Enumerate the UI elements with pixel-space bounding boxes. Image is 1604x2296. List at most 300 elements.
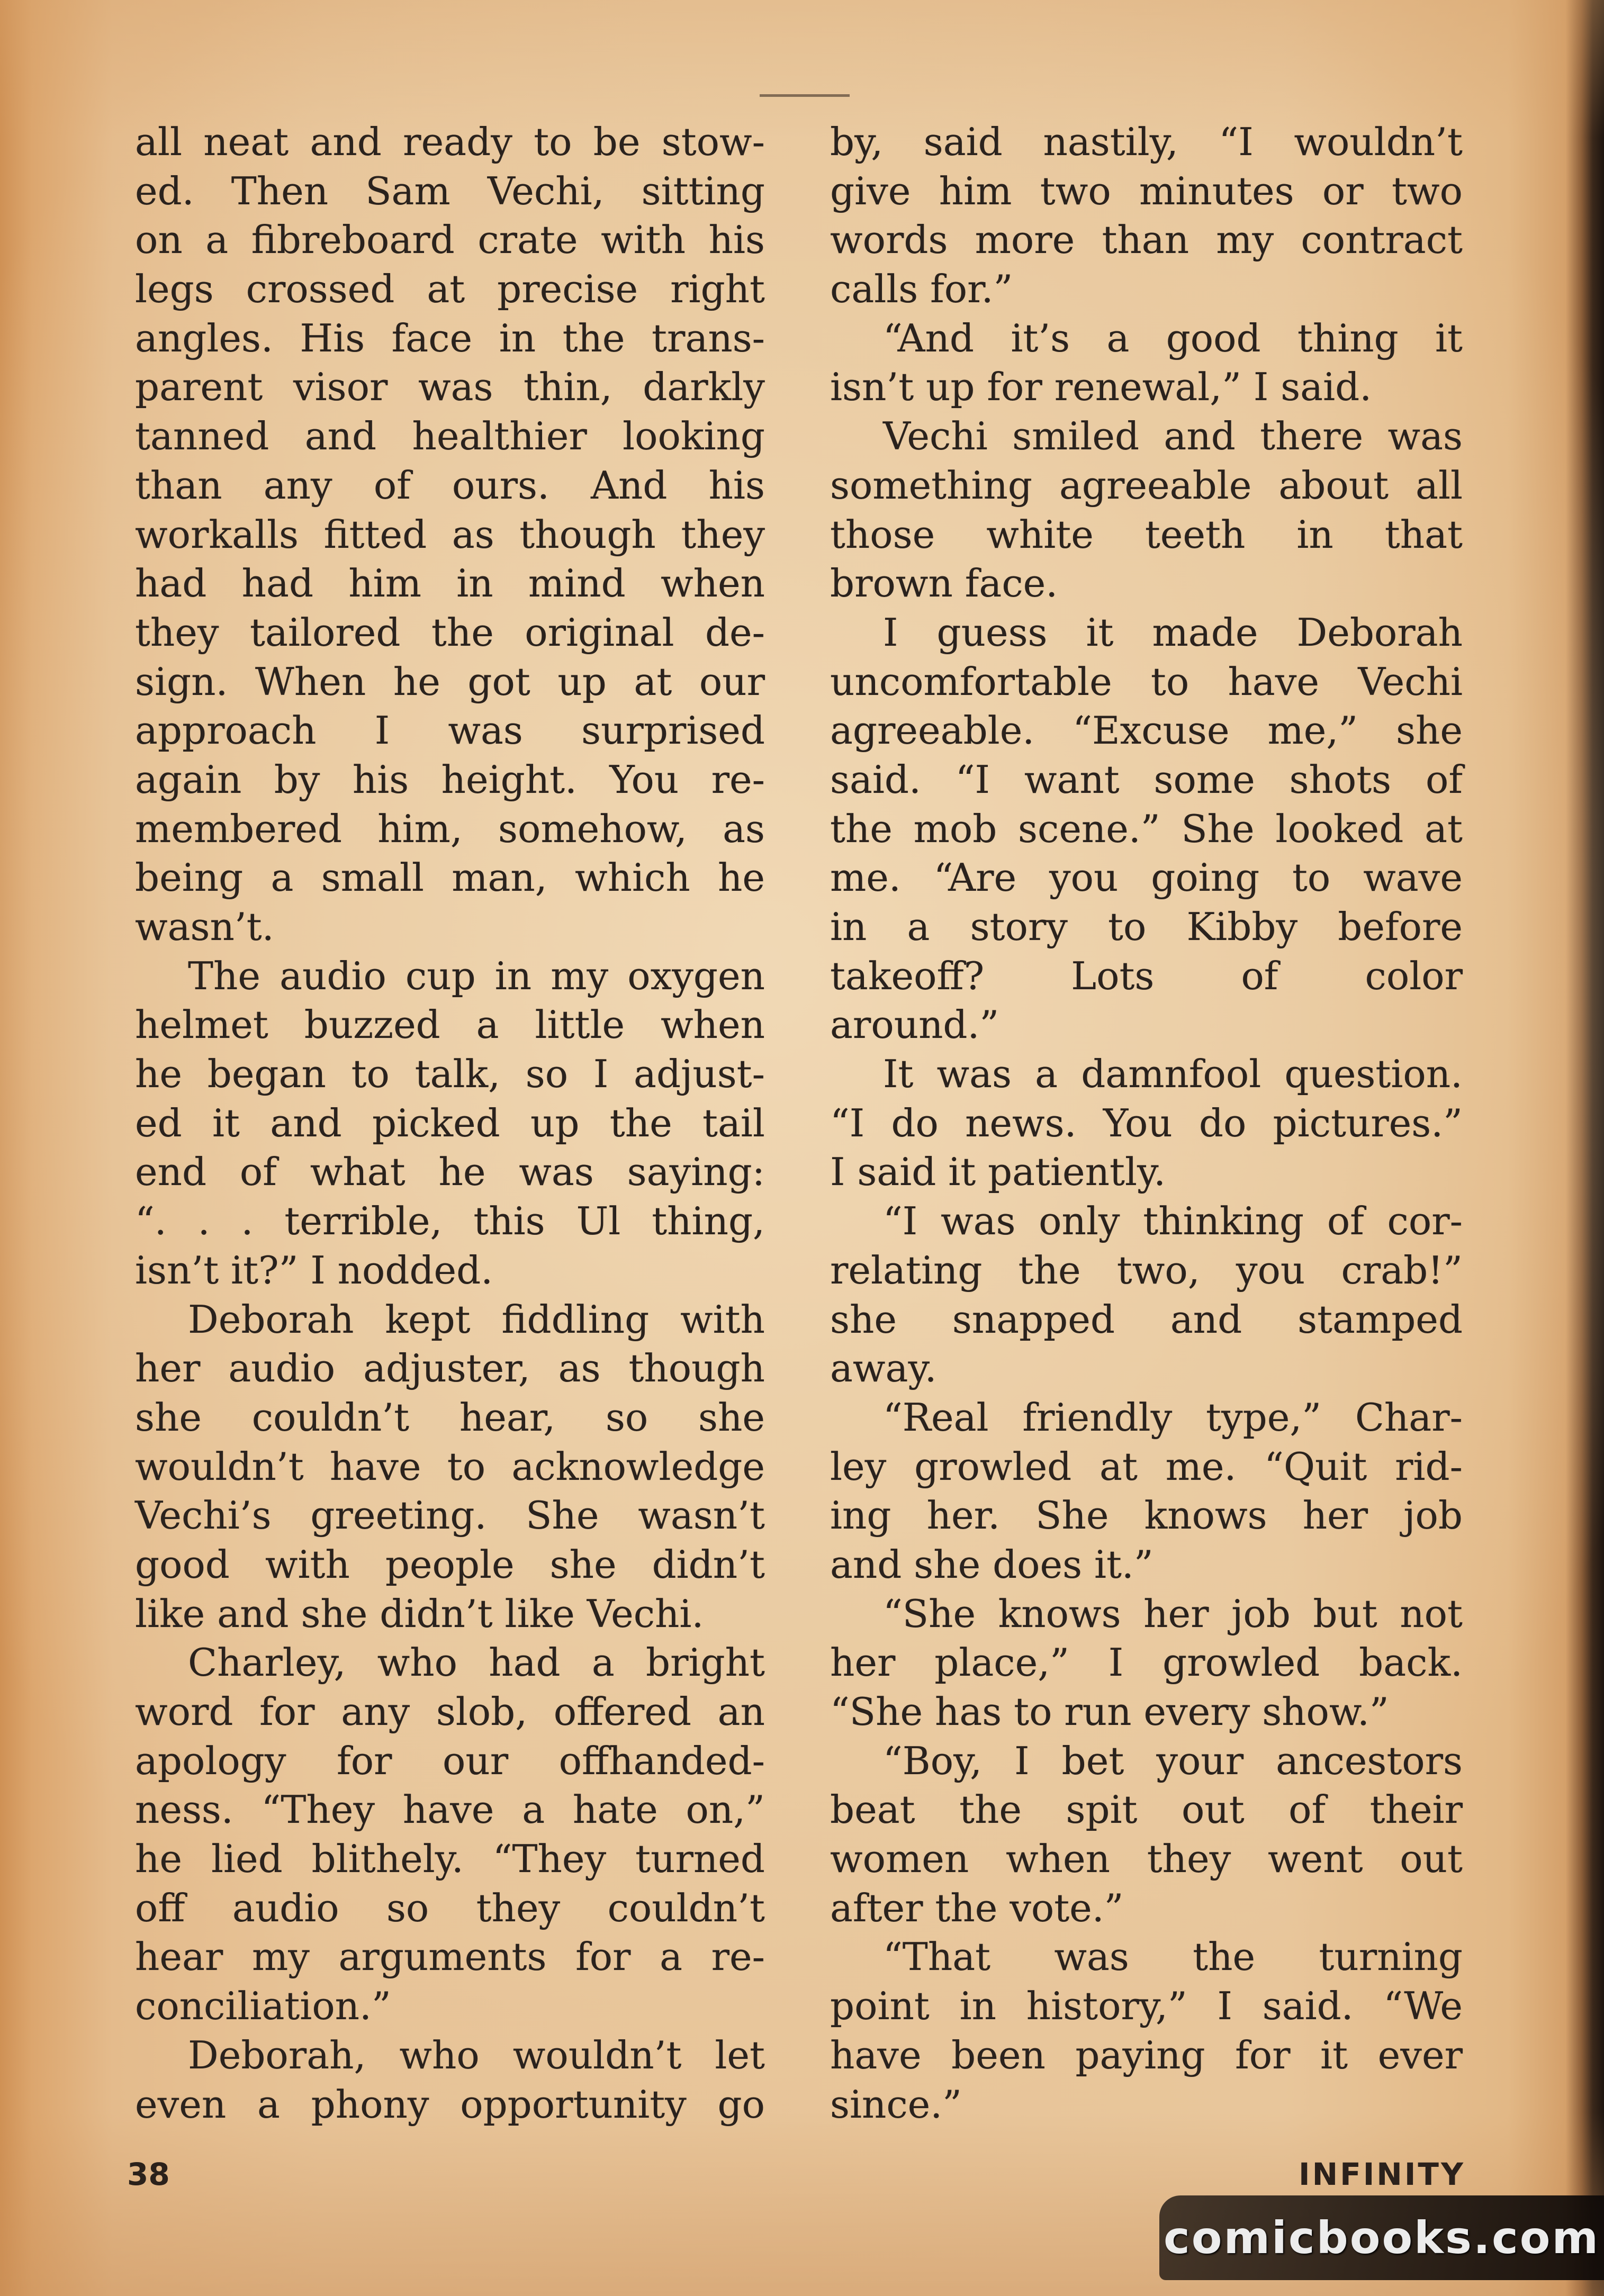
paragraph: [135, 117, 765, 952]
word: with: [680, 1297, 765, 1342]
word: who: [377, 1640, 458, 1685]
word: When: [255, 659, 366, 704]
word: their: [1369, 1787, 1463, 1832]
paragraph: [830, 117, 1463, 314]
word: when: [660, 561, 765, 606]
word: wouldn’t: [1294, 120, 1463, 164]
word: cup: [405, 953, 476, 998]
word: minutes: [1139, 168, 1294, 213]
word: man,: [452, 855, 547, 900]
paragraph: [830, 1050, 1463, 1197]
text-line: [135, 706, 765, 755]
word: looked: [1275, 806, 1404, 851]
text-line: [830, 657, 1463, 707]
word: “I: [955, 757, 990, 802]
word: workalls: [135, 512, 299, 557]
word: to: [1292, 855, 1331, 900]
word: adjuster,: [363, 1346, 530, 1391]
word: You: [609, 757, 679, 802]
word: opportunity: [460, 2082, 687, 2127]
word: rid-: [1395, 1444, 1463, 1489]
word: had: [135, 561, 207, 606]
word: I: [1217, 1984, 1232, 2029]
word: bright: [646, 1640, 765, 1685]
word: began: [207, 1052, 326, 1097]
text-line: [135, 510, 765, 559]
word: job: [1231, 1591, 1291, 1636]
word: you: [1236, 1248, 1305, 1292]
word: when: [660, 1002, 765, 1047]
word: You: [1103, 1100, 1173, 1145]
word: the: [609, 1100, 672, 1145]
word: this: [473, 1199, 545, 1244]
word: offered: [553, 1689, 691, 1734]
text-line: [830, 1589, 1463, 1639]
word: in: [1296, 512, 1333, 557]
word: in: [830, 905, 867, 949]
text-line: [830, 1197, 1463, 1246]
word: pictures.”: [1273, 1100, 1463, 1145]
word: him: [939, 168, 1012, 213]
word: at: [1425, 806, 1463, 851]
word: I: [374, 708, 390, 753]
word: cor-: [1387, 1199, 1463, 1244]
text-line: [135, 314, 765, 363]
word: fiddling: [501, 1297, 650, 1342]
word: Then: [231, 168, 329, 213]
word: adjust-: [634, 1052, 765, 1097]
word: though: [628, 1346, 765, 1391]
text-line: [135, 1540, 765, 1589]
word: She: [1181, 806, 1255, 851]
word: visor: [293, 365, 388, 410]
word: guess: [936, 610, 1048, 655]
word: greeting.: [310, 1493, 487, 1538]
word: thin,: [524, 365, 612, 410]
word: picked: [372, 1100, 500, 1145]
word: up: [530, 1100, 580, 1145]
word: talk,: [414, 1052, 501, 1097]
word: Sam: [365, 168, 450, 213]
word: our: [699, 659, 765, 704]
word: have: [830, 2032, 922, 2077]
word: ed.: [135, 168, 194, 213]
word: ness.: [135, 1787, 233, 1832]
word: back.: [1359, 1640, 1463, 1685]
word: crate: [477, 218, 578, 263]
text-line: [135, 755, 765, 804]
word: made: [1152, 610, 1258, 655]
word: the: [1018, 1248, 1081, 1292]
text-line: [830, 167, 1463, 216]
word: sitting: [641, 168, 765, 213]
word: Vechi,: [487, 168, 605, 213]
word: approach: [135, 708, 317, 753]
word: my: [1216, 218, 1274, 263]
word: his: [708, 218, 765, 263]
word: bet: [1061, 1738, 1124, 1783]
paragraph: [135, 1295, 765, 1639]
word: terrible,: [284, 1199, 443, 1244]
paragraph: [135, 952, 765, 1295]
word: audio: [232, 1885, 339, 1930]
text-line: brown face.: [830, 561, 1058, 606]
word: “That: [883, 1935, 991, 1979]
word: “Boy,: [883, 1738, 983, 1783]
word: been: [951, 2032, 1046, 2077]
word: small: [321, 855, 424, 900]
text-line: [135, 1932, 765, 1982]
word: even: [135, 2082, 227, 2127]
word: or: [1322, 168, 1364, 213]
paragraph: [830, 1197, 1463, 1393]
text-line: [830, 952, 1463, 1001]
word: trans-: [652, 315, 765, 360]
magazine-title: INFINITY: [1298, 2156, 1465, 2192]
word: oxygen: [627, 953, 765, 998]
word: Char-: [1355, 1395, 1463, 1440]
word: Lots: [1071, 953, 1155, 998]
text-line: [135, 412, 765, 461]
word: job: [1403, 1493, 1463, 1538]
word: as: [558, 1346, 601, 1391]
word: you: [1049, 855, 1119, 900]
word: out: [1400, 1837, 1463, 1882]
word: to: [1108, 905, 1147, 949]
word: me,”: [1267, 708, 1358, 753]
word: re-: [711, 1935, 765, 1979]
text-line: [135, 1785, 765, 1834]
word: our: [443, 1738, 509, 1783]
word: I: [1108, 1640, 1124, 1685]
text-line: around.”: [830, 1002, 999, 1047]
word: all: [1416, 463, 1463, 508]
word: re-: [711, 757, 765, 802]
text-line: calls for.”: [830, 267, 1013, 312]
word: for: [1235, 2032, 1291, 2077]
word: what: [310, 1150, 405, 1195]
text-line: [135, 1884, 765, 1933]
word: as: [723, 806, 765, 851]
word: Deborah,: [188, 2032, 366, 2077]
word: agreeable.: [830, 708, 1035, 753]
paragraph: [830, 314, 1463, 412]
word: some: [1154, 757, 1255, 802]
word: as: [452, 512, 494, 557]
text-line: [830, 902, 1463, 952]
word: so: [386, 1885, 429, 1930]
word: more: [975, 218, 1075, 263]
word: looking: [623, 414, 765, 459]
text-line: [830, 1491, 1463, 1540]
text-line: [135, 1442, 765, 1492]
word: they: [135, 610, 219, 655]
word: couldn’t: [607, 1885, 765, 1930]
text-line: [830, 755, 1463, 804]
word: news.: [965, 1100, 1077, 1145]
text-line: [830, 1099, 1463, 1148]
word: scene.”: [1018, 806, 1160, 851]
word: those: [830, 512, 935, 557]
word: didn’t: [652, 1542, 765, 1587]
word: neat: [203, 120, 289, 164]
word: an: [717, 1689, 765, 1734]
word: of: [1241, 953, 1278, 998]
text-line: like and she didn’t like Vechi.: [135, 1591, 704, 1636]
word: for: [259, 1689, 315, 1734]
word: crossed: [246, 267, 395, 312]
word: about: [1278, 463, 1389, 508]
word: the: [431, 610, 494, 655]
paragraph: [135, 2031, 765, 2129]
word: a: [660, 1935, 683, 1979]
word: Vechi’s: [135, 1493, 272, 1538]
word: “She: [883, 1591, 976, 1636]
word: she: [830, 1297, 897, 1342]
word: by,: [830, 120, 884, 164]
word: of: [1327, 1199, 1364, 1244]
word: the: [562, 315, 625, 360]
word: original: [525, 610, 674, 655]
word: do: [891, 1100, 939, 1145]
word: teeth: [1145, 512, 1246, 557]
word: before: [1338, 905, 1463, 949]
word: two,: [1116, 1248, 1200, 1292]
word: kept: [385, 1297, 471, 1342]
word: question.: [1284, 1052, 1463, 1097]
text-line: [135, 2080, 765, 2129]
word: and: [1164, 414, 1236, 459]
word: in: [499, 315, 536, 360]
word: any: [341, 1689, 410, 1734]
text-line: [135, 1687, 765, 1737]
word: surprised: [581, 708, 765, 753]
word: there: [1260, 414, 1364, 459]
word: want: [1024, 757, 1120, 802]
word: helmet: [135, 1002, 268, 1047]
word: It: [883, 1052, 914, 1097]
left-column: [135, 117, 765, 2129]
word: sign.: [135, 659, 228, 704]
word: the: [1193, 1935, 1256, 1979]
word: type,”: [1206, 1395, 1322, 1440]
word: do: [1199, 1100, 1247, 1145]
word: him,: [377, 806, 463, 851]
word: he: [393, 659, 440, 704]
word: than: [135, 463, 222, 508]
word: at: [1100, 1444, 1138, 1489]
word: I: [1014, 1738, 1030, 1783]
word: “And: [883, 315, 974, 360]
text-line: [135, 1834, 765, 1884]
word: “Real: [883, 1395, 989, 1440]
word: ready: [403, 120, 512, 164]
word: was: [418, 365, 493, 410]
word: white: [986, 512, 1094, 557]
word: fitted: [323, 512, 427, 557]
word: have: [1228, 659, 1320, 704]
word: history,”: [1026, 1984, 1187, 2029]
paragraph: [830, 1932, 1463, 2129]
word: ours.: [452, 463, 549, 508]
word: but: [1313, 1591, 1377, 1636]
text-line: [135, 657, 765, 707]
word: said.: [830, 757, 921, 802]
word: de-: [705, 610, 765, 655]
word: they: [1147, 1837, 1231, 1882]
word: to: [351, 1052, 390, 1097]
word: the: [830, 806, 893, 851]
word: .: [197, 1199, 210, 1244]
word: with: [601, 218, 686, 263]
word: was: [936, 1052, 1012, 1097]
word: darkly: [643, 365, 765, 410]
text-line: [135, 363, 765, 412]
word: he: [438, 1150, 486, 1195]
word: crab!”: [1341, 1248, 1463, 1292]
paragraph: [830, 412, 1463, 608]
word: The: [188, 953, 261, 998]
text-line: [135, 265, 765, 314]
word: a: [522, 1787, 545, 1832]
word: in: [494, 953, 532, 998]
word: of: [373, 463, 411, 508]
word: two: [1392, 168, 1463, 213]
word: in: [456, 561, 493, 606]
word: at: [427, 267, 465, 312]
word: Vechi: [1358, 659, 1463, 704]
text-line: [830, 117, 1463, 167]
word: healthier: [412, 414, 587, 459]
text-line: [830, 461, 1463, 510]
word: story: [970, 905, 1068, 949]
word: “.: [135, 1199, 167, 1244]
word: damnfool: [1081, 1052, 1261, 1097]
word: they: [681, 512, 765, 557]
word: uncomfortable: [830, 659, 1112, 704]
text-line: [830, 1638, 1463, 1687]
word: was: [940, 1199, 1016, 1244]
text-line: conciliation.”: [135, 1984, 391, 2029]
word: wasn’t: [638, 1493, 765, 1538]
word: he: [135, 1837, 182, 1882]
word: height.: [441, 757, 577, 802]
word: so: [605, 1395, 648, 1440]
word: not: [1400, 1591, 1463, 1636]
word: ley: [830, 1444, 887, 1489]
word: arguments: [338, 1935, 547, 1979]
word: agreeable: [1059, 463, 1252, 508]
word: tail: [702, 1100, 765, 1145]
text-line: [830, 1442, 1463, 1492]
word: shots: [1289, 757, 1392, 802]
text-line: [830, 412, 1463, 461]
word: women: [830, 1837, 969, 1882]
word: he: [718, 855, 765, 900]
word: “I: [1219, 120, 1254, 164]
word: and: [310, 120, 382, 164]
text-line: [135, 1197, 765, 1246]
word: Kibby: [1186, 905, 1298, 949]
word: snapped: [952, 1297, 1115, 1342]
word: growled: [914, 1444, 1072, 1489]
word: I: [593, 1052, 609, 1097]
word: me.: [830, 855, 901, 900]
word: audio: [228, 1346, 336, 1391]
word: on,”: [686, 1787, 765, 1832]
word: color: [1365, 953, 1463, 998]
paragraph: [830, 1737, 1463, 1933]
text-line: [135, 853, 765, 902]
text-line: [135, 1295, 765, 1344]
text-line: isn’t it?” I nodded.: [135, 1248, 493, 1292]
text-line: [135, 952, 765, 1001]
watermark-text: comicbooks.com: [1164, 2212, 1600, 2264]
word: buzzed: [304, 1002, 440, 1047]
word: a: [205, 218, 229, 263]
word: her: [1302, 1493, 1368, 1538]
text-line: wasn’t.: [135, 905, 274, 949]
word: his: [352, 757, 409, 802]
word: a: [1106, 315, 1130, 360]
word: “I: [883, 1199, 918, 1244]
text-line: [830, 706, 1463, 755]
word: words: [830, 218, 948, 263]
word: though: [519, 512, 656, 557]
word: was: [448, 708, 523, 753]
word: than: [1102, 218, 1190, 263]
word: with: [265, 1542, 350, 1587]
word: go: [717, 2082, 765, 2127]
word: was: [519, 1150, 594, 1195]
text-line: [135, 1737, 765, 1786]
word: She: [526, 1493, 599, 1538]
word: she: [135, 1395, 202, 1440]
word: two: [1040, 168, 1111, 213]
word: knows: [998, 1591, 1121, 1636]
word: spit: [1066, 1787, 1138, 1832]
word: mind: [528, 561, 626, 606]
text-line: [830, 314, 1463, 363]
word: which: [574, 855, 690, 900]
word: of: [1288, 1787, 1326, 1832]
word: somehow,: [498, 806, 687, 851]
word: being: [135, 855, 244, 900]
word: she: [1396, 708, 1463, 753]
text-line: and she does it.”: [830, 1542, 1154, 1587]
word: smiled: [1012, 414, 1140, 459]
text-line: [830, 608, 1463, 657]
text-line: [135, 804, 765, 854]
word: off: [135, 1885, 185, 1930]
text-line: [830, 1932, 1463, 1982]
word: it’s: [1011, 315, 1070, 360]
word: “I: [830, 1100, 865, 1145]
right-column: [830, 117, 1463, 2129]
word: something: [830, 463, 1032, 508]
word: paying: [1075, 2032, 1205, 2077]
word: good: [135, 1542, 230, 1587]
text-line: [830, 853, 1463, 902]
text-line: [135, 1099, 765, 1148]
word: angles.: [135, 315, 273, 360]
text-line: [830, 2031, 1463, 2080]
word: and: [1170, 1297, 1242, 1342]
word: the: [959, 1787, 1022, 1832]
word: hate: [572, 1787, 658, 1832]
word: have: [402, 1787, 494, 1832]
word: up: [557, 659, 607, 704]
